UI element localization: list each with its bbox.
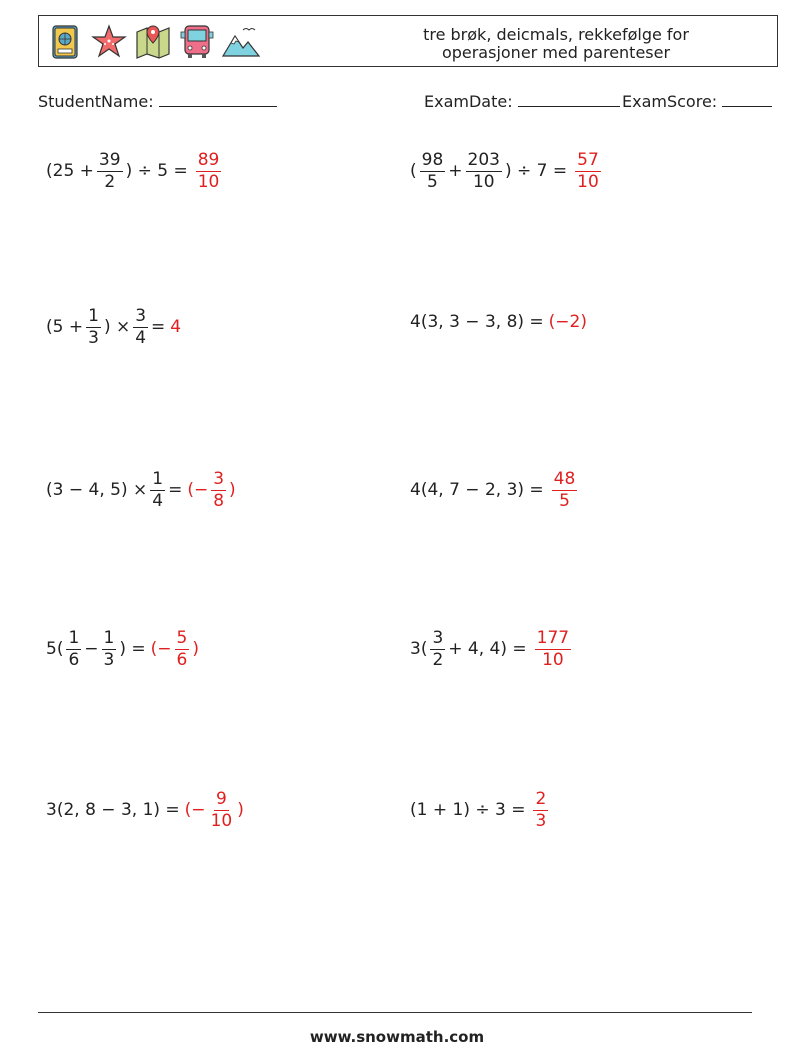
footer-url[interactable]: www.snowmath.com <box>309 1028 485 1046</box>
exam-date-field[interactable] <box>424 92 620 111</box>
problem-9: 3(2, 8 − 3, 1) = (− $\frac{9}{10}$ ) <box>46 788 244 831</box>
title-line-2: operasjoner med parenteser <box>441 43 671 62</box>
passport-icon <box>45 22 85 62</box>
fraction: $\frac{1}{3}$ <box>88 305 99 348</box>
fraction: $\frac{1}{4}$ <box>152 468 164 511</box>
header-icons <box>45 22 261 62</box>
answer: $\frac{57}{10}$ <box>577 149 599 192</box>
answer: (− $\frac{9}{10}$ ) <box>184 788 244 831</box>
student-name-label: StudentName: <box>38 92 154 111</box>
answer: (− $\frac{5}{6}$ ) <box>150 627 199 670</box>
starfish-icon <box>89 22 129 62</box>
problem-3: (5 + $\frac{1}{3}$ ) × $\frac{3}{4}$ = 4 <box>46 305 182 348</box>
answer: 4 <box>170 317 182 337</box>
fraction: $\frac{1}{6}$ <box>68 627 80 670</box>
problem-8: 3( $\frac{3}{2}$ + 4, 4) = $\frac{177}{10}$ <box>410 619 574 679</box>
problem-6: 4(4, 7 − 2, 3) = $\frac{48}{5}$ <box>410 460 580 520</box>
student-name-field[interactable] <box>38 92 277 111</box>
answer: $\frac{89}{10}$ <box>197 149 220 192</box>
fraction: $\frac{3}{4}$ <box>135 305 147 348</box>
fraction: $\frac{203}{10}$ <box>467 149 500 192</box>
fraction: $\frac{98}{5}$ <box>421 149 444 192</box>
problem-10: (1 + 1) ÷ 3 = $\frac{2}{3}$ <box>410 780 551 840</box>
fraction: $\frac{3}{2}$ <box>432 627 444 670</box>
footer-divider <box>38 1012 752 1013</box>
exam-date-blank[interactable] <box>518 92 620 107</box>
exam-score-field[interactable] <box>622 92 772 111</box>
problem-2: ( $\frac{98}{5}$ + $\frac{203}{10}$ ) ÷ 7 = $\frac{57}{10}$ <box>410 141 604 201</box>
exam-score-blank[interactable] <box>722 92 772 107</box>
problem-5: (3 − 4, 5) × $\frac{1}{4}$ = (− $\frac{3}{8}$ ) <box>46 468 236 511</box>
title-line-1: tre brøk, deicmals, rekkefølge for <box>423 25 689 44</box>
answer: $\frac{2}{3}$ <box>535 788 547 831</box>
bus-icon <box>177 22 217 62</box>
worksheet-title <box>391 26 721 62</box>
problem-4: 4(3, 3 − 3, 8) = (−2) <box>410 312 587 332</box>
problem-1: (25 + $\frac{39}{2}$ ) ÷ 5 = $\frac{89}{10}$ <box>46 141 224 201</box>
fraction: $\frac{1}{3}$ <box>103 627 115 670</box>
exam-score-label: ExamScore: <box>622 92 718 111</box>
answer: $\frac{177}{10}$ <box>536 627 570 670</box>
answer: (− $\frac{3}{8}$ ) <box>187 468 236 511</box>
fraction: $\frac{39}{2}$ <box>98 149 121 192</box>
answer: $\frac{48}{5}$ <box>553 468 576 511</box>
worksheet-header <box>38 15 778 67</box>
exam-date-label: ExamDate: <box>424 92 513 111</box>
map-icon <box>133 22 173 62</box>
answer: (−2) <box>548 312 587 332</box>
problem-7: 5( $\frac{1}{6}$ − $\frac{1}{3}$ ) = (− $\frac{5}{6}$ ) <box>46 627 199 670</box>
student-name-blank[interactable] <box>159 92 277 107</box>
mountain-icon <box>221 22 261 62</box>
